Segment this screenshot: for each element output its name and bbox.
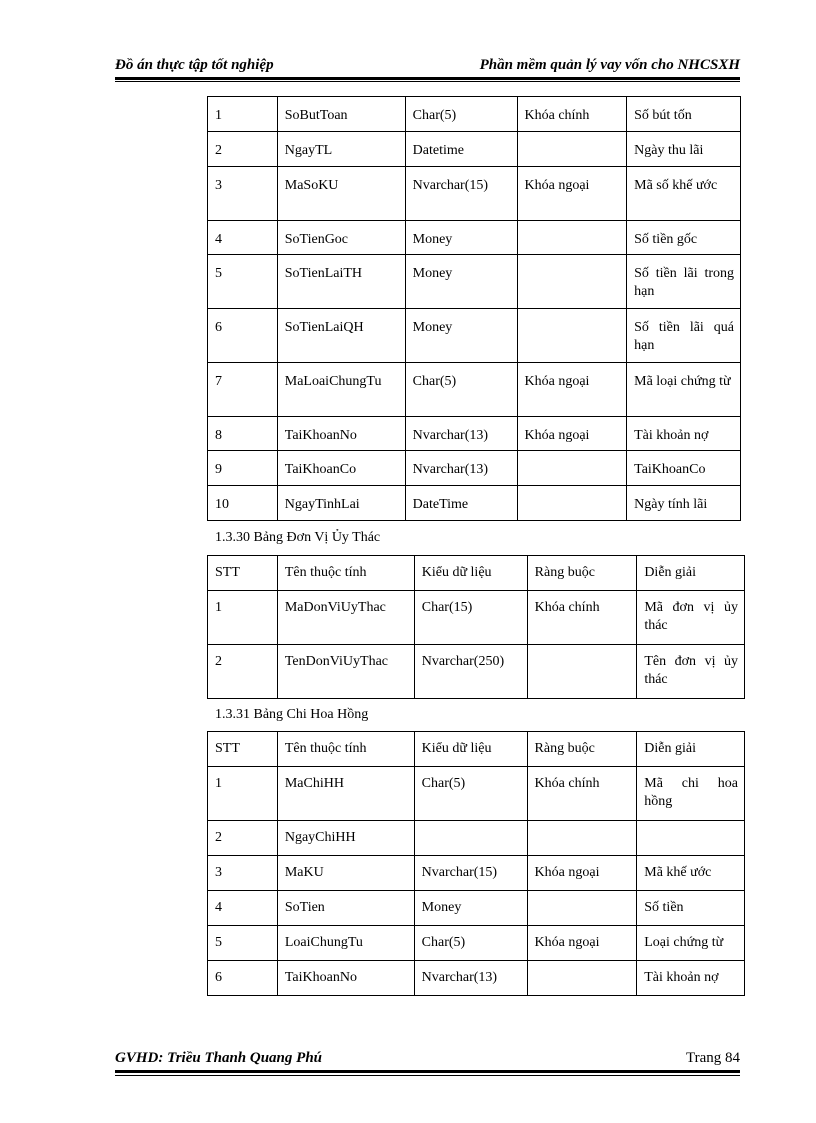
table-cell: Char(5) — [405, 363, 517, 417]
table-cell: 2 — [208, 645, 278, 699]
table-cell: MaLoaiChungTu — [277, 363, 405, 417]
table-cell: Money — [405, 255, 517, 309]
table-row — [208, 856, 745, 891]
table-cell: Khóa chính — [527, 591, 637, 645]
table-cell — [517, 221, 627, 255]
header-right-title: Phần mềm quản lý vay vốn cho NHCSXH — [479, 57, 740, 73]
table-don-vi-uy-thac-body — [208, 556, 745, 699]
table-cell: Số tiền lãi trong hạn — [627, 255, 741, 309]
table-cell: 4 — [208, 891, 278, 926]
table-cell: SoTienGoc — [277, 221, 405, 255]
table-cell: 3 — [208, 856, 278, 891]
table-header-cell: Ràng buộc — [527, 732, 637, 767]
table-cell: TaiKhoanCo — [277, 451, 405, 486]
table-cell: 7 — [208, 363, 278, 417]
table-chi-hoa-hong — [207, 731, 745, 996]
table-cell: DateTime — [405, 486, 517, 521]
table-cell: Khóa ngoại — [517, 417, 627, 451]
table-cell: Mã chi hoa hồng — [637, 767, 745, 821]
table-header-cell: Tên thuộc tính — [277, 556, 414, 591]
table-cell: Money — [414, 891, 527, 926]
table-cell: Nvarchar(250) — [414, 645, 527, 699]
section-heading-chi-hoa-hong: 1.3.31 Bảng Chi Hoa Hồng — [215, 707, 369, 722]
table-row — [208, 961, 745, 996]
table-cell: TaiKhoanNo — [277, 417, 405, 451]
table-don-vi-uy-thac — [207, 555, 745, 699]
table-row — [208, 309, 741, 363]
table-cell: Tên đơn vị ủy thác — [637, 645, 745, 699]
table-cell: Money — [405, 221, 517, 255]
table-cell: Khóa ngoại — [527, 926, 637, 961]
table-header-cell: Kiểu dữ liệu — [414, 732, 527, 767]
table-row — [208, 451, 741, 486]
table-row — [208, 363, 741, 417]
table-cell — [527, 645, 637, 699]
table-cell — [527, 891, 637, 926]
table-cell: MaKU — [277, 856, 414, 891]
table-header-cell: Kiểu dữ liệu — [414, 556, 527, 591]
table-cell: 9 — [208, 451, 278, 486]
table-cell: Char(5) — [414, 926, 527, 961]
table-cell — [517, 309, 627, 363]
table-cell: Money — [405, 309, 517, 363]
table-header-row — [208, 732, 745, 767]
table-header-cell: Diễn giải — [637, 732, 745, 767]
header-rule — [115, 77, 740, 80]
table-cell: Tài khoản nợ — [627, 417, 741, 451]
table-cell: 3 — [208, 167, 278, 221]
table-row — [208, 891, 745, 926]
footer-rule-thin — [115, 1075, 740, 1076]
table-cell: 4 — [208, 221, 278, 255]
table-row — [208, 132, 741, 167]
table-cell: Số bút tốn — [627, 97, 741, 132]
table-cell — [527, 821, 637, 856]
table-row — [208, 417, 741, 451]
table-cell: MaChiHH — [277, 767, 414, 821]
table-cell: Nvarchar(15) — [414, 856, 527, 891]
table-cell: SoTienLaiQH — [277, 309, 405, 363]
table-cell: LoaiChungTu — [277, 926, 414, 961]
table-row — [208, 255, 741, 309]
table-cell: Nvarchar(13) — [405, 417, 517, 451]
table-cell: Khóa ngoại — [527, 856, 637, 891]
table-cell: Ngày thu lãi — [627, 132, 741, 167]
table-cell: Mã số khế ước — [627, 167, 741, 221]
table-cell — [637, 821, 745, 856]
header-left-title: Đồ án thực tập tốt nghiệp — [115, 57, 274, 73]
table-cell: 1 — [208, 767, 278, 821]
footer-page-number: Trang 84 — [685, 1050, 740, 1066]
table-cell: 10 — [208, 486, 278, 521]
table-cell — [414, 821, 527, 856]
table-header-cell: Ràng buộc — [527, 556, 637, 591]
table-cell: TaiKhoanNo — [277, 961, 414, 996]
table-cell: Char(15) — [414, 591, 527, 645]
table-cell: 5 — [208, 255, 278, 309]
table-row — [208, 97, 741, 132]
table-cell: Ngày tính lãi — [627, 486, 741, 521]
table-header-row — [208, 556, 745, 591]
table-cell: 6 — [208, 309, 278, 363]
table-cell: SoTien — [277, 891, 414, 926]
table-cell — [517, 451, 627, 486]
table-cell: SoTienLaiTH — [277, 255, 405, 309]
table-cell: Tài khoản nợ — [637, 961, 745, 996]
table-cell: 2 — [208, 132, 278, 167]
table-continued — [207, 96, 741, 521]
table-cell: Số tiền gốc — [627, 221, 741, 255]
table-cell: 1 — [208, 591, 278, 645]
table-cell: Mã khế ước — [637, 856, 745, 891]
table-cell: TenDonViUyThac — [277, 645, 414, 699]
table-row — [208, 767, 745, 821]
table-cell: MaSoKU — [277, 167, 405, 221]
table-row — [208, 821, 745, 856]
table-cell: SoButToan — [277, 97, 405, 132]
table-cell: Khóa ngoại — [517, 167, 627, 221]
table-cell: 6 — [208, 961, 278, 996]
table-cell: Số tiền — [637, 891, 745, 926]
header-rule-thin — [115, 81, 740, 82]
table-cell — [527, 961, 637, 996]
table-cell: Datetime — [405, 132, 517, 167]
footer-rule — [115, 1070, 740, 1073]
table-cell: TaiKhoanCo — [627, 451, 741, 486]
table-header-cell: STT — [208, 556, 278, 591]
table-cell: 5 — [208, 926, 278, 961]
table-cell: NgayTL — [277, 132, 405, 167]
table-header-cell: STT — [208, 732, 278, 767]
table-cell — [517, 486, 627, 521]
table-continued-body — [208, 97, 741, 521]
table-cell: Khóa chính — [527, 767, 637, 821]
footer-advisor: GVHD: Triều Thanh Quang Phú — [115, 1050, 322, 1066]
table-cell: Mã đơn vị ủy thác — [637, 591, 745, 645]
table-cell: Khóa chính — [517, 97, 627, 132]
table-cell: Nvarchar(13) — [405, 451, 517, 486]
table-row — [208, 645, 745, 699]
table-cell: Nvarchar(15) — [405, 167, 517, 221]
table-cell: Nvarchar(13) — [414, 961, 527, 996]
table-header-cell: Tên thuộc tính — [277, 732, 414, 767]
table-cell: MaDonViUyThac — [277, 591, 414, 645]
table-header-cell: Diễn giải — [637, 556, 745, 591]
table-row — [208, 591, 745, 645]
table-cell: Loại chứng từ — [637, 926, 745, 961]
table-row — [208, 167, 741, 221]
table-cell: NgayTinhLai — [277, 486, 405, 521]
table-cell: Char(5) — [414, 767, 527, 821]
table-row — [208, 221, 741, 255]
table-row — [208, 926, 745, 961]
table-cell: 8 — [208, 417, 278, 451]
table-cell — [517, 132, 627, 167]
table-cell — [517, 255, 627, 309]
section-heading-don-vi-uy-thac: 1.3.30 Bảng Đơn Vị Ủy Thác — [215, 530, 381, 545]
table-cell: Char(5) — [405, 97, 517, 132]
table-row — [208, 486, 741, 521]
table-cell: Mã loại chứng từ — [627, 363, 741, 417]
table-cell: Khóa ngoại — [517, 363, 627, 417]
table-chi-hoa-hong-body — [208, 732, 745, 996]
page-header — [115, 57, 740, 77]
table-cell: 1 — [208, 97, 278, 132]
table-cell: NgayChiHH — [277, 821, 414, 856]
table-cell: 2 — [208, 821, 278, 856]
page-footer — [115, 1050, 740, 1070]
table-cell: Số tiền lãi quá hạn — [627, 309, 741, 363]
